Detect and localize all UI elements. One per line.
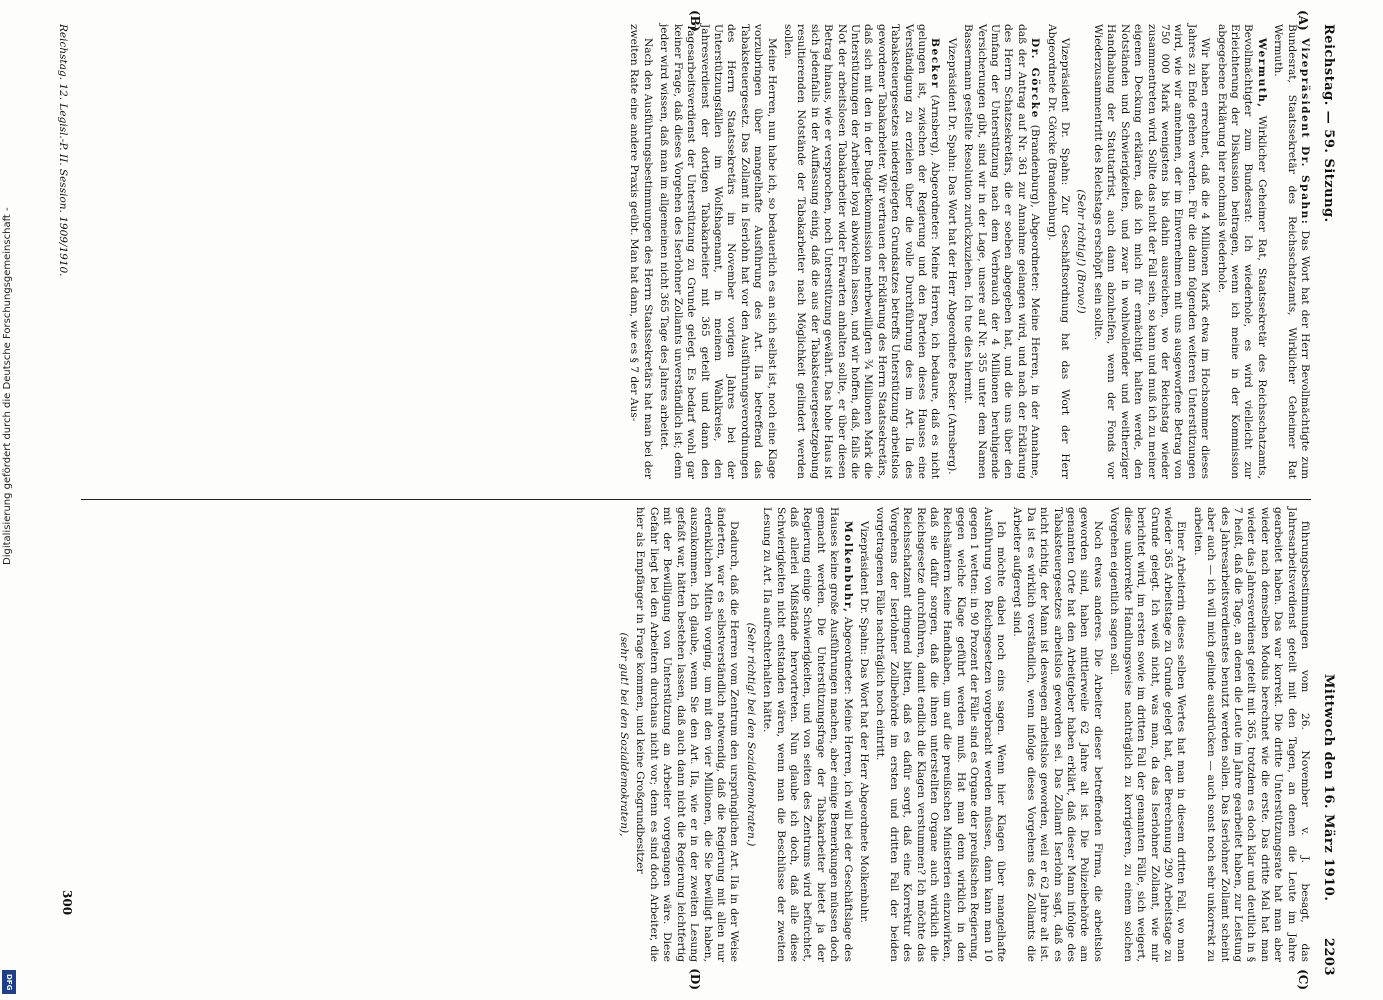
header-date: Mittwoch den 16. März 1910. <box>1321 674 1336 902</box>
paragraph <box>944 24 957 479</box>
paragraph <box>1044 24 1071 479</box>
paragraph-text: Vizepräsident Dr. Spahn: Das Wort hat der Herr Abgeordnete Molkenbuhr. <box>858 521 870 923</box>
marker-a: (A) <box>1296 10 1310 31</box>
paragraph-text: Einer Arbeiterin dieses selben Wertes hat man in diesem dritten Fall, wo man wieder 365 Arbeitstage zu Grunde gelegt hat, der Berechnung 290 Arbeitstage zu Grunde gelegt. Ich weiß nicht, was man, da das Iserlohner Zollamt, wie mir berichtet wird, im ersten sowie im dritten Fall der genannten Fälle, sich weigert, diese unkorrekte Handlungsweise nachträglich zu korrigieren, zu einem solchen Vorgehen eigentlich sagen soll. <box>1108 507 1188 962</box>
paragraph <box>760 507 854 962</box>
speaker-name: Wermuth, <box>1255 38 1268 109</box>
marker-b: (B) <box>688 10 702 32</box>
paragraph-text: (Sehr richtig!) (Bravo!) <box>1075 189 1088 314</box>
left-text-column <box>624 24 1311 479</box>
paragraph <box>627 24 654 479</box>
paragraph <box>1214 24 1268 479</box>
paragraph <box>1010 507 1104 962</box>
speaker-name: Becker <box>929 38 942 89</box>
right-text-column <box>614 507 1311 962</box>
paragraph-text: Das Wort hat der Herr Bevollmächtigte zum Bundesrat, Staatssekretär des Reichsschatzamts, Wirklicher Geheimer Rat Wermuth. <box>1272 24 1311 479</box>
rotated-newspaper-page <box>41 10 1341 990</box>
paragraph-text: (Brandenburg), Abgeordneter: Meine Herren, in der Annahme, daß der Antrag auf Nr. 361 zur Annahme gelangen wird, und nach der Erklärung des Herrn Schatzsekretärs, die er soeben abgegeben hat, und die uns über den Umfang der Unterstützung nach dem Verbrauch der 4 Millionen beruhigende Versicherungen gibt, sind wir in der Lage, unsere auf Nr. 355 unter dem Namen Bassermann gestellte Resolution zurückzuziehen. Ich tue dies hiermit. <box>962 24 1042 480</box>
page-footer-sheet: 300 <box>60 890 74 916</box>
paragraph-text: Abgeordneter: Meine Herren, ich will bei der Geschäftslage des Hauses keine große Ausführungen machen, aber einige Bemerkungen müssen doch gemacht werden. Die Unterstützungsfrage der Tabakarbeiter bietet ja der Regierung einige Schwierigkeiten, und von seiten des Zentrums wird befürchtet, daß allerlei Mißstände hervortreten. Nun glaube ich doch, daß alle diese Schwierigkeiten nicht entstanden wären, wenn man die Beschlüsse der zweiten Lesung zu Art. IIa aufrechterhalten hätte. <box>761 507 854 962</box>
page-header <box>1313 24 1335 976</box>
speaker-name: Dr. Görcke <box>1029 38 1042 119</box>
paragraph-text: Meine Herren, nun habe ich, so bedauerlich es an sich selbst ist, noch eine Klage vorzubringen über mangelhafte Ausführung des Art. IIa betreffend das Tabaksteuergesetz. Das Zollamt in Iserlohn hat vor den Ausführungsverordnungen des Herrn Staatssekretärs im November vorigen Jahres bei der Unterstützungsfällen im Wolfshagenamt, in meinem Wahlkreise, den Jahresverdienst der dortigen Tabakarbeiter mit 365 geteilt und dann den Tagesarbeitsverdienst der Unterstützung zu Grunde gelegt. Es bedarf wohl gar keiner Frage, daß dieses Vorgehen des Iserlohner Zollamts unverständlich ist; denn jeder wird wissen, daß man im allgemeinen nicht 365 Tage des Jahres arbeitet. <box>658 24 778 479</box>
paragraph <box>857 507 870 962</box>
marker-c: (C) <box>1296 969 1310 990</box>
paragraph-text: Dadurch, daß die Herren vom Zentrum den ursprünglichen Art. IIa in der Weise änderten, war es selbstverständlich notwendig, daß die Regierung mit allen nur erdenklichen Mitteln vorging, um mit den vier Millionen, die Sie bewilligt haben, auszukommen. Ich glaube, wenn Sie den Art. IIa, wie er in der zweiten Lesung gefaßt war, hätten bestehen lassen, daß auch dann nicht die Regierung leichtfertig mit der Bewilligung von Unterstützung an Arbeiter vorgegangen wäre. Diese Gefahr liegt bei den Arbeitern durchaus nicht vor; denn es sind doch Arbeiter, die hier als Empfänger in Frage kommen, und keine Großgrundbesitzer <box>634 507 741 962</box>
paragraph <box>633 507 740 962</box>
paragraph-text: Ich möchte dabei noch eins sagen. Wenn hier Klagen über mangelhafte Ausführung von Reichsgesetzen vorgebracht werden müssen, dann kann man 10 gegen 1 wetten: in 90 Prozent der Fälle sind es Organe der preußischen Regierung, gegen welche Klage geführt werden muß. Hat man denn wirklich in den Reichsämtern keine Handhaben, um auf die preußischen Ministerien einzuwirken, daß sie dafür sorgen, daß die ihnen unterstellten Organe auch wirklich die Reichsgesetze durchführen, damit endlich die Klagen verstummen? Ich möchte das Reichsschatzamt dringend bitten, daß es dafür sorgt, daß eine Korrektur des Vorgehens der Iserlohner Zollbehörde im ersten und dritten Fall der beiden vorgetragenen Fälle nachträglich noch eintritt. <box>874 507 1008 962</box>
page-footer-session: Reichstag. 12. Legisl.-P. II. Session. 1909/1910. <box>57 24 69 277</box>
dfg-logo: DFG <box>2 970 16 994</box>
column-divider <box>81 499 1311 500</box>
paragraph <box>617 507 630 962</box>
digitization-credit: Digitalisierung gefördert durch die Deutsche Forschungsgemeinschaft - <box>2 207 13 565</box>
speaker-name: Vizepräsident Dr. Spahn: <box>1299 38 1311 226</box>
paragraph-text: (Sehr richtig! bei den Sozialdemokraten.) <box>744 622 757 847</box>
paragraph <box>1091 24 1212 479</box>
paragraph-text: (Arnsberg), Abgeordneter: Meine Herren, ich bedaure, daß es nicht gelungen ist, zwischen der Regierung und den Parteien dieses Hauses eine Verständigung zu erzielen über die volle Durchführung des im Art. IIa des Tabaksteuergesetzes niedergelegten Grundsatzes betreffs Unterstützung arbeitslos gewordener Tabakarbeiter. Wir vertrauen der Erklärung des Herrn Staatssekretärs, daß sich mit den in der Budgetkommission mehrbewilligten ¾ Millionen Mark die Unterstützungen der Arbeiter loyal abwickeln lassen, und wir hoffen, daß, falls die Not der arbeitslosen Tabakarbeiter wider Erwarten anhalten sollte, er über diesen Betrag hinaus, wie er versprochen, noch Unterstützung gewährt. Das hohe Haus ist sich jedenfalls in der Auffassung einig, daß die aus der Tabaksteuergesetzgebung resultierenden Notstände der Tabakarbeiter nach Möglichkeit gelindert werden sollen. <box>781 24 942 479</box>
paragraph-text: führungsbestimmungen vom 26. November v. J. besagt, das Jahresarbeitsverdienst geteilt mit den Tagen, an denen die Leute im Jahre gearbeitet haben. Das war korrekt. Die dritte Unterstützungsrate hat man aber wieder nach demselben Modus berechnet wie die erste. Das dritte Mal hat man wieder das Jahresverdienst geteilt mit 365, trotzdem es doch klar und deutlich in § 7 heißt, daß die Tage, an denen die Leute im Jahre gearbeitet haben, zur Leistung des Jahresarbeitsverdienstes benutzt werden sollen. Das Iserlohner Zollamt scheint aber auch — ich will mich gelinde ausdrücken — auch sonst noch sehr unkorrekt zu arbeiten. <box>1191 507 1311 962</box>
paragraph <box>1107 507 1187 962</box>
paragraph-text: Vizepräsident Dr. Spahn: Zur Geschäftsordnung hat das Wort der Herr Abgeordnete Dr. Görcke (Brandenburg). <box>1045 24 1072 479</box>
paragraph-text: Vizepräsident Dr. Spahn: Das Wort hat der Herr Abgeordnete Becker (Arnsberg). <box>945 38 958 475</box>
paragraph-text: (sehr gut! bei den Sozialdemokraten), <box>618 632 631 837</box>
paragraph <box>657 24 778 479</box>
paragraph <box>743 507 756 962</box>
paragraph <box>873 507 1007 962</box>
header-page-number: 2203 <box>1321 937 1336 976</box>
paragraph <box>781 24 942 479</box>
paragraph-text: Wirklicher Geheimer Rat, Staatssekretär des Reichsschatzamts, Bevollmächtigter zum Bundesrat: Ich wiederhole, es wird vielleicht zur Erleichterung der Diskussion beitragen, wenn ich meine in der Kommission abgegebene Erklärung hier nochmals wiederhole. <box>1215 24 1268 479</box>
paragraph <box>1190 507 1311 962</box>
paragraph <box>1074 24 1087 479</box>
header-publication: Reichstag. — 59. Sitzung. <box>1321 24 1336 223</box>
marker-d: (D) <box>688 968 702 990</box>
paragraph-text: Noch etwas anderes. Die Arbeiter dieser betreffenden Firma, die arbeitslos geworden sind, haben mittlerweile 62 Jahre alt ist. Die Polizeibehörde am genannten Orte hat den Arbeitgeber haben erklärt, daß dieser Mann infolge des Tabaksteuergesetzes arbeitslos geworden sei. Das Zollamt Iserlohn sagt, daß es nicht richtig, der Mann ist deswegen arbeitslos geworden, weil er 62 Jahre alt ist. Da ist es wirklich verständlich, wenn infolge dieses Vorgehens des Zollamts die Arbeiter aufgeregt sind. <box>1011 507 1104 962</box>
paragraph-text: Wir haben errechnet, daß die 4 Millionen Mark etwa im Hochsommer dieses Jahres zu Ende gehen werden. Für die dann folgenden weiteren Unterstützungen wird, wie wir annehmen, der im Einvernehmen mit uns ausgeworfene Betrag von 750 000 Mark wenigstens bis dahin ausreichen, wo der Reichstag wieder zusammentreten wird. Sollte das nicht der Fall sein, so kann und muß ich zu meiner eigenen Deckung erklären, daß ich mich für ermächtigt halten werde, den Notständen und Schwierigkeiten, und zwar in wohlwollender und weitherziger Handhabung der Statutarfrist, auch dann abzuhelfen, wenn der Fonds vor Wiederzusammentritt des Reichstags erschöpft sein sollte. <box>1091 24 1212 479</box>
speaker-name: Molkenbuhr, <box>841 521 854 614</box>
paragraph <box>961 24 1041 479</box>
paragraph-text: Nach den Ausführungsbestimmungen des Herrn Staatssekretärs hat man bei der zweiten Rate eine andere Praxis geübt. Man hat dann, wie es § 7 der Aus- <box>628 24 654 479</box>
paragraph <box>1271 24 1311 479</box>
